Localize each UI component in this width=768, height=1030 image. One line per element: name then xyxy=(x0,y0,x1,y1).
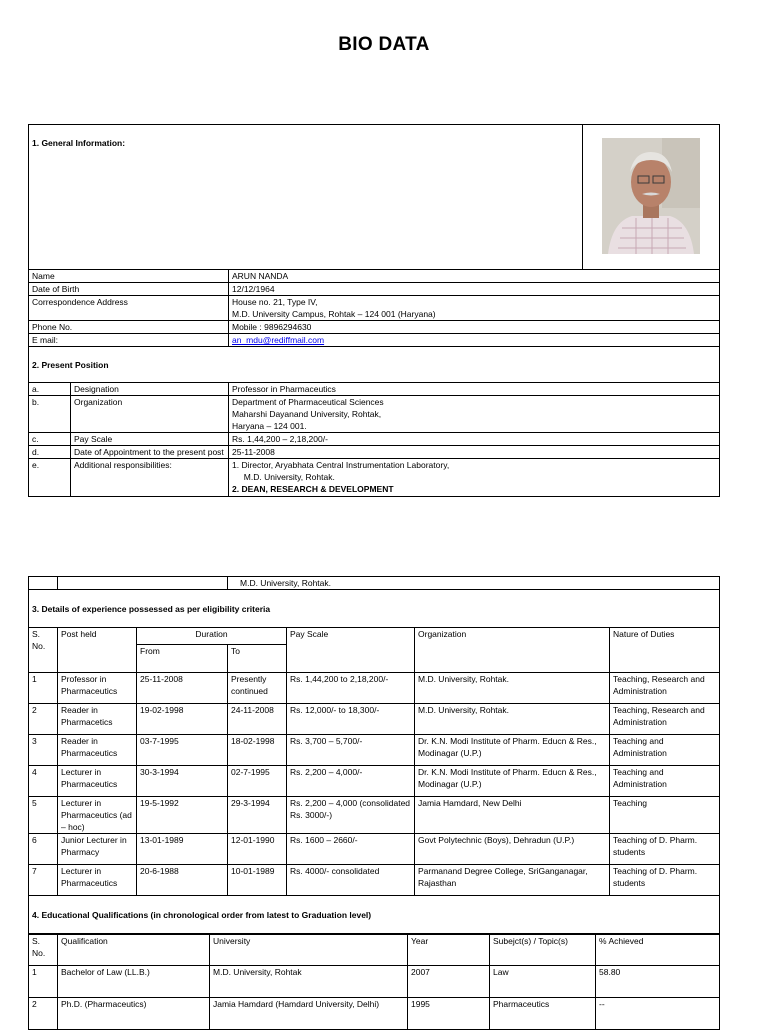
exp-from: 20-6-1988 xyxy=(137,865,228,896)
exp-to: Presently continued xyxy=(228,673,287,704)
exp-from: 30-3-1994 xyxy=(137,766,228,797)
col-header-to: To xyxy=(228,645,287,673)
exp-org: M.D. University, Rohtak. xyxy=(415,673,610,704)
section-heading-general: 1. General Information: xyxy=(29,125,583,270)
section-heading-position: 2. Present Position xyxy=(29,347,720,383)
org-line-1: Department of Pharmaceutical Sciences xyxy=(232,397,384,407)
general-info-table xyxy=(28,124,720,497)
edu-qual: Ph.D. (Pharmaceutics) xyxy=(58,998,210,1030)
position-idx: d. xyxy=(29,446,71,459)
exp-duties: Teaching of D. Pharm. students xyxy=(610,865,720,896)
exp-sno: 2 xyxy=(29,704,58,735)
email-link[interactable]: an_mdu@rediffmail.com xyxy=(232,335,325,345)
col-header-post: Post held xyxy=(58,628,137,673)
address-line-1: House no. 21, Type IV, xyxy=(232,297,318,307)
exp-org: Govt Polytechnic (Boys), Dehradun (U.P.) xyxy=(415,834,610,865)
position-value xyxy=(229,396,720,433)
edu-subject: Pharmaceutics xyxy=(490,998,596,1030)
label-address: Correspondence Address xyxy=(29,296,229,321)
edu-header-year: Year xyxy=(408,935,490,966)
continuation-blank xyxy=(58,577,228,590)
position-value xyxy=(229,459,720,497)
exp-org: Dr. K.N. Modi Institute of Pharm. Educn & Res., Modinagar (U.P.) xyxy=(415,766,610,797)
edu-univ: Jamia Hamdard (Hamdard University, Delhi) xyxy=(210,998,408,1030)
position-idx: b. xyxy=(29,396,71,433)
position-label: Date of Appointment to the present post xyxy=(71,446,229,459)
position-value: Professor in Pharmaceutics xyxy=(229,383,720,396)
col-header-duties: Nature of Duties xyxy=(610,628,720,673)
section-heading-education: 4. Educational Qualifications (in chronological order from latest to Graduation level) xyxy=(29,896,720,934)
col-header-duration: Duration xyxy=(137,628,287,645)
edu-sno: 2 xyxy=(29,998,58,1030)
address-line-2: M.D. University Campus, Rohtak – 124 001 (Haryana) xyxy=(232,309,436,319)
edu-subject: Law xyxy=(490,966,596,998)
org-line-3: Haryana – 124 001. xyxy=(232,421,307,431)
resp-line-2: M.D. University, Rohtak. xyxy=(232,472,335,482)
exp-pay: Rs. 3,700 – 5,700/- xyxy=(287,735,415,766)
experience-table xyxy=(28,576,720,934)
exp-duties: Teaching, Research and Administration xyxy=(610,673,720,704)
position-idx: e. xyxy=(29,459,71,497)
exp-from: 03-7-1995 xyxy=(137,735,228,766)
edu-year: 2007 xyxy=(408,966,490,998)
exp-post: Lecturer in Pharmaceutics xyxy=(58,766,137,797)
exp-sno: 3 xyxy=(29,735,58,766)
exp-to: 02-7-1995 xyxy=(228,766,287,797)
exp-pay: Rs. 2,200 – 4,000/- xyxy=(287,766,415,797)
exp-pay: Rs. 1,44,200 to 2,18,200/- xyxy=(287,673,415,704)
exp-sno: 5 xyxy=(29,797,58,834)
value-name: ARUN NANDA xyxy=(229,270,720,283)
position-idx: c. xyxy=(29,433,71,446)
value-phone: Mobile : 9896294630 xyxy=(229,321,720,334)
org-line-2: Maharshi Dayanand University, Rohtak, xyxy=(232,409,382,419)
label-email: E mail: xyxy=(29,334,229,347)
exp-pay: Rs. 1600 – 2660/- xyxy=(287,834,415,865)
label-name: Name xyxy=(29,270,229,283)
exp-pay: Rs. 2,200 – 4,000 (consolidated Rs. 3000/-) xyxy=(287,797,415,834)
exp-from: 13-01-1989 xyxy=(137,834,228,865)
edu-sno: 1 xyxy=(29,966,58,998)
position-label: Organization xyxy=(71,396,229,433)
exp-sno: 7 xyxy=(29,865,58,896)
exp-from: 19-02-1998 xyxy=(137,704,228,735)
exp-duties: Teaching of D. Pharm. students xyxy=(610,834,720,865)
edu-qual: Bachelor of Law (LL.B.) xyxy=(58,966,210,998)
exp-pay: Rs. 4000/- consolidated xyxy=(287,865,415,896)
exp-to: 18-02-1998 xyxy=(228,735,287,766)
exp-post: Professor in Pharmaceutics xyxy=(58,673,137,704)
value-address xyxy=(229,296,720,321)
exp-sno: 4 xyxy=(29,766,58,797)
exp-org: M.D. University, Rohtak. xyxy=(415,704,610,735)
value-dob: 12/12/1964 xyxy=(229,283,720,296)
edu-year: 1995 xyxy=(408,998,490,1030)
exp-to: 29-3-1994 xyxy=(228,797,287,834)
exp-to: 24-11-2008 xyxy=(228,704,287,735)
col-header-sno: S. No. xyxy=(29,628,58,673)
edu-header-univ: University xyxy=(210,935,408,966)
label-dob: Date of Birth xyxy=(29,283,229,296)
col-header-from: From xyxy=(137,645,228,673)
position-value: 25-11-2008 xyxy=(229,446,720,459)
exp-post: Junior Lecturer in Pharmacy xyxy=(58,834,137,865)
exp-duties: Teaching, Research and Administration xyxy=(610,704,720,735)
value-email-cell xyxy=(229,334,720,347)
resp-line-3: 2. DEAN, RESEARCH & DEVELOPMENT xyxy=(232,484,394,494)
exp-sno: 1 xyxy=(29,673,58,704)
exp-org: Parmanand Degree College, SriGanganagar, Rajasthan xyxy=(415,865,610,896)
exp-post: Reader in Pharmacetics xyxy=(58,704,137,735)
edu-pct: 58.80 xyxy=(596,966,720,998)
edu-univ: M.D. University, Rohtak xyxy=(210,966,408,998)
label-phone: Phone No. xyxy=(29,321,229,334)
exp-duties: Teaching and Administration xyxy=(610,735,720,766)
exp-from: 25-11-2008 xyxy=(137,673,228,704)
exp-org: Jamia Hamdard, New Delhi xyxy=(415,797,610,834)
exp-sno: 6 xyxy=(29,834,58,865)
position-idx: a. xyxy=(29,383,71,396)
position-label: Designation xyxy=(71,383,229,396)
exp-to: 12-01-1990 xyxy=(228,834,287,865)
profile-photo xyxy=(602,138,700,254)
edu-header-sno: S. No. xyxy=(29,935,58,966)
exp-duties: Teaching and Administration xyxy=(610,766,720,797)
col-header-pay: Pay Scale xyxy=(287,628,415,673)
photo-cell xyxy=(583,125,720,270)
edu-header-pct: % Achieved xyxy=(596,935,720,966)
exp-from: 19-5-1992 xyxy=(137,797,228,834)
continuation-blank xyxy=(29,577,58,590)
edu-pct: -- xyxy=(596,998,720,1030)
exp-post: Reader in Pharmaceutics xyxy=(58,735,137,766)
position-label: Additional responsibilities: xyxy=(71,459,229,497)
resp-line-1: 1. Director, Aryabhata Central Instrumentation Laboratory, xyxy=(232,460,450,470)
exp-post: Lecturer in Pharmaceutics (ad – hoc) xyxy=(58,797,137,834)
page-title: BIO DATA xyxy=(338,34,430,55)
exp-to: 10-01-1989 xyxy=(228,865,287,896)
section-heading-experience: 3. Details of experience possessed as per eligibility criteria xyxy=(29,590,720,628)
position-value: Rs. 1,44,200 – 2,18,200/- xyxy=(229,433,720,446)
exp-post: Lecturer in Pharmaceutics xyxy=(58,865,137,896)
exp-org: Dr. K.N. Modi Institute of Pharm. Educn & Res., Modinagar (U.P.) xyxy=(415,735,610,766)
education-table xyxy=(28,934,720,1030)
exp-duties: Teaching xyxy=(610,797,720,834)
edu-header-qual: Qualification xyxy=(58,935,210,966)
edu-header-subject: Subejct(s) / Topic(s) xyxy=(490,935,596,966)
continuation-text: M.D. University, Rohtak. xyxy=(228,577,720,590)
col-header-org: Organization xyxy=(415,628,610,673)
exp-pay: Rs. 12,000/- to 18,300/- xyxy=(287,704,415,735)
position-label: Pay Scale xyxy=(71,433,229,446)
